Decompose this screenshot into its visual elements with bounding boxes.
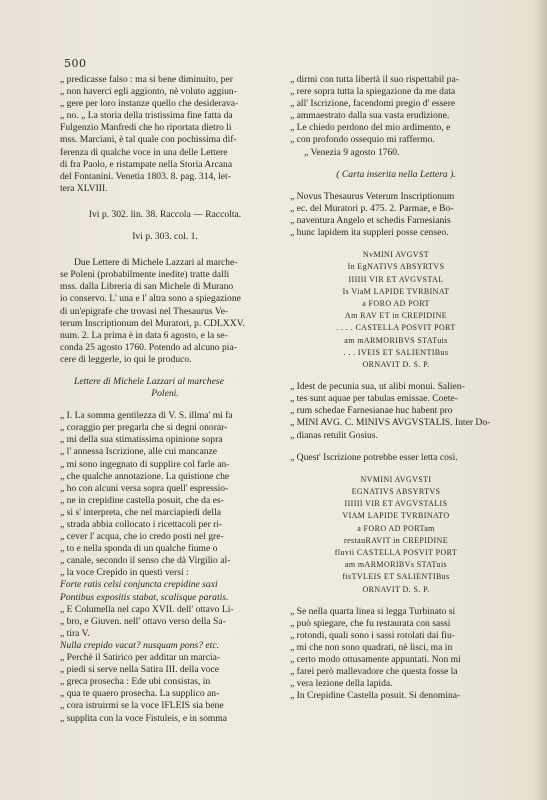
- text-line: „ rotondi, quali sono i sassi rotolati dai fiu-: [290, 629, 455, 641]
- inscription-1: [290, 249, 502, 371]
- left-column: [60, 74, 270, 725]
- text-line: „ to e nella sponda di un qualche fiume o: [60, 543, 218, 555]
- text-line: „ cever l' acqua, che io credo posti nel gre-: [60, 531, 224, 543]
- text-line: „ bro, e Giuven. nell' ottavo verso della Sa-: [60, 615, 226, 627]
- text-line: „ tira V.: [60, 627, 90, 639]
- text-line: „ Perchè il Satirico per additar un marcia-: [60, 652, 221, 664]
- page-number: 500: [64, 57, 87, 70]
- inscription-line: a FORO AD PORTam: [357, 523, 435, 533]
- page-edge-shadow: [533, 0, 547, 800]
- text-line: „ piedi si serve nella Satira III. della voce: [60, 664, 220, 676]
- text-line: „ tes sunt aquae per tabulas emissae. Coete-: [290, 393, 458, 405]
- text-line: „ rum schedae Farnesianae huc habent pro: [290, 405, 453, 417]
- text-line: „ hunc lapidem ita suppleri posse censeo.: [290, 227, 449, 239]
- text-line: di un'epigrafe che trovasi nel Thesaurus Ve-: [60, 305, 229, 317]
- letters-heading: [60, 376, 270, 400]
- text-line: „ qua te quaero prosecha. La supplico an-: [60, 688, 220, 700]
- text-line: mss. Marciani, è tal quale con pochissima dif-: [60, 134, 237, 146]
- text-line: „ rere sopra tutta la spiegazione da me data: [290, 86, 456, 98]
- inscription-line: IIIIII VIR ET AVGVSTAL: [348, 274, 444, 284]
- inscription-line: . . . . CASTELLA POSVIT PORT: [336, 323, 456, 333]
- text-line: del Fontanini. Venetia 1803. 8. pag. 314, let-: [60, 170, 231, 182]
- correction-line-2: Ivi p. 303. col. 1.: [132, 231, 198, 243]
- text-line: „ canale, secondo il senso che dà Virgilio al-: [60, 555, 231, 567]
- text-line: „ l' annessa Iscrizione, alle cui mancanze: [60, 446, 218, 458]
- text-line: „ I. La somma gentilezza di V. S. illma' mi fa: [60, 410, 233, 422]
- text-line: „ certo modo ottusamente appuntati. Non mi: [290, 654, 461, 666]
- text-line: „ si s' interpreta, che nel marciapiedi della: [60, 506, 222, 518]
- inscription-line: fisTVLEIS ET SALIENTIBus: [342, 572, 450, 582]
- verse-line: Pontibus expositis stabat, scalisque paratis.: [60, 591, 229, 603]
- after-verse-paragraph: [60, 604, 270, 640]
- final-paragraph: [290, 606, 502, 703]
- text-line: „ greca prosecha : Ede ubi consistas, in: [60, 676, 211, 688]
- text-line: „ supplita con la voce Fistuleis, e in somma: [60, 712, 228, 724]
- text-line: Fulgenzio Manfredi che ho riportata dietro li: [60, 122, 232, 134]
- text-line: tera XLVIII.: [60, 182, 108, 194]
- text-line: conda 25 agosto 1760. Potendo ad alcuno pia-: [60, 341, 237, 353]
- text-line: „ all' Iscrizione, facendomi pregio d' essere: [290, 98, 456, 110]
- inscription-line: a FORO AD PORT: [362, 298, 430, 308]
- correction-line-1: Ivi p. 302. lin. 38. Raccola — Raccolta.: [88, 208, 242, 220]
- text-line: „ cora istruirmi se la voce IFLEIS sia bene: [60, 700, 224, 712]
- heading-line: Lettere di Michele Lazzari al marchese: [74, 375, 224, 387]
- right-column: [290, 74, 502, 703]
- inscription-line: IIIIII VIR ET AVGVSTALIS: [344, 499, 448, 509]
- text-line: „ ho con alcuni versa sopra quell' espressio-: [60, 482, 229, 494]
- inscription-line: ORNAVIT D. S. P.: [362, 584, 430, 594]
- text-line: „ farei però mallevadore che questa fosse la: [290, 666, 458, 678]
- text-line: „ può spiegare, che fu restaurata con sassi: [290, 617, 451, 629]
- top-paragraph: [60, 74, 270, 195]
- text-line: Due Lettere di Michele Lazzari al marche-: [74, 257, 238, 269]
- final-paragraph: [60, 652, 270, 725]
- text-line: „ Novus Thesaurus Veterum Inscriptionum: [290, 190, 455, 202]
- text-line: ferenza di qualche voce in una delle Lettere: [60, 146, 228, 158]
- text-line: „ predicasse falso : ma si bene diminuito, per: [60, 74, 233, 85]
- inscription-line: . . . IVEIS ET SALIENTIBus: [343, 347, 449, 357]
- text-line: cere di leggerle, io qui le produco.: [60, 353, 192, 365]
- inscription-line: am mARMORIBVs STATuis: [344, 560, 448, 570]
- text-line: num. 2. La prima è in data 6 agosto, e la se-: [60, 329, 228, 341]
- heading-line: Poleni.: [151, 388, 179, 400]
- inscription-line: VIAM LAPIDE TVRBINATO: [342, 511, 450, 521]
- inscription-2: [290, 474, 502, 596]
- text-line: „ mi della sua stimatissima opinione sopra: [60, 434, 223, 446]
- text-line: „ mi che non sono quadrati, nè lisci, ma in: [290, 642, 453, 654]
- text-line: „ coraggio per pregarla che si degni onorar-: [60, 422, 228, 434]
- verse-quote-2: Nulla crepido vacat? nusquam pons? etc.: [60, 639, 219, 651]
- text-line: „ gere per loro instanze quello che desiderava-: [60, 98, 239, 110]
- thesaurus-paragraph: [290, 191, 502, 239]
- inscription-line: ORNAVIT D. S. P.: [362, 359, 430, 369]
- text-line: mss. dalla Libreria di san Michele di Murano: [60, 281, 234, 293]
- inscription-line: am mARMORIBVS STATuis: [344, 335, 448, 345]
- inscription-line: EGNATIVS ABSYRTVS: [351, 486, 441, 496]
- text-line: „ MINI AVG. C. MINIVS AVGVSTALIS. Inter Do-: [290, 417, 491, 429]
- top-paragraph: [290, 74, 502, 159]
- inscription-line: Is ViaM LAPIDE TVRBINAT: [342, 286, 450, 296]
- text-line: di fra Paolo, e ristampate nella Storia Arcana: [60, 158, 233, 170]
- text-line: „ dirmi con tutta libertà il suo rispettabil pa-: [290, 74, 459, 85]
- text-line: io conservo. L' una e l' altra sono a spiegazione: [60, 293, 241, 305]
- text-line: terum Inscriptionum del Muratori, p. CDLXXV.: [60, 317, 245, 329]
- text-line: „ Le chiedo perdono del mio ardimento, e: [290, 122, 451, 134]
- text-line: „ non haverci egli aggionto, nè voluto aggiun-: [60, 86, 237, 98]
- text-line: „ dianas retulit Gosius.: [290, 429, 378, 441]
- text-line: se Poleni (probabilmente inedite) tratte dalli: [60, 269, 230, 281]
- text-line: „ Idest de pecunia sua, ut alibi monui. Salien-: [290, 381, 465, 393]
- text-line: „ naventura Angelo et schedis Farnesianis: [290, 214, 451, 226]
- text-line: „ la voce Crepido in questi versi :: [60, 567, 189, 579]
- text-line: „ strada abbia collocato i ricettacoli per ri-: [60, 519, 223, 530]
- text-line: „ Se nella quarta linea si legga Turbinato si: [290, 605, 456, 617]
- inscription-line: NvMINI AVGVST: [362, 250, 430, 260]
- verse-quote: [60, 579, 270, 603]
- inscription-line: restauRAVIT in CREPIDINE: [344, 535, 448, 545]
- text-line: „ che qualche annotazione. La quistione che: [60, 470, 230, 482]
- enclosed-heading: ( Carta inserita nella Lettera ).: [336, 168, 456, 180]
- inscription-line: NVMINI AVGVSTI: [360, 474, 432, 484]
- text-line: „ no. „ La storia della tristissima fine fatta da: [60, 110, 233, 122]
- idest-paragraph: [290, 381, 502, 441]
- text-line: „ Venezia 9 agosto 1760.: [304, 146, 400, 158]
- quest-paragraph: „ Quest' Iscrizione potrebbe esser letta così.: [290, 451, 458, 463]
- intro-paragraph: [60, 257, 270, 366]
- text-line: „ mi sono ingegnato di supplire col farle an-: [60, 458, 230, 470]
- text-line: „ con profondo ossequio mi raffermo.: [290, 134, 435, 146]
- inscription-line: Am RAV ET in CREPIDINE: [344, 311, 448, 321]
- inscription-line: fluvii CASTELLA POSVIT PORT: [334, 547, 458, 557]
- verse-line: Forte ratis celsi conjuncta crepidine saxi: [60, 579, 218, 591]
- text-line: „ In Crepidine Castella posuit. Si denomina-: [290, 690, 461, 702]
- text-line: „ vera lezione della lapida.: [290, 678, 393, 690]
- text-line: „ ec. del Muratori p. 475. 2. Parmae, e Bo-: [290, 202, 454, 214]
- letter-paragraph: [60, 410, 270, 579]
- text-line: „ ammaestrato dalla sua vasta erudizione.: [290, 110, 450, 122]
- text-line: „ ne in crepidine castella posuit, che da es-: [60, 494, 224, 506]
- inscription-line: In EgNATIVS ABSYRTVS: [347, 262, 445, 272]
- text-line: „ E Columella nel capo XVII. dell' ottavo Li-: [60, 603, 234, 615]
